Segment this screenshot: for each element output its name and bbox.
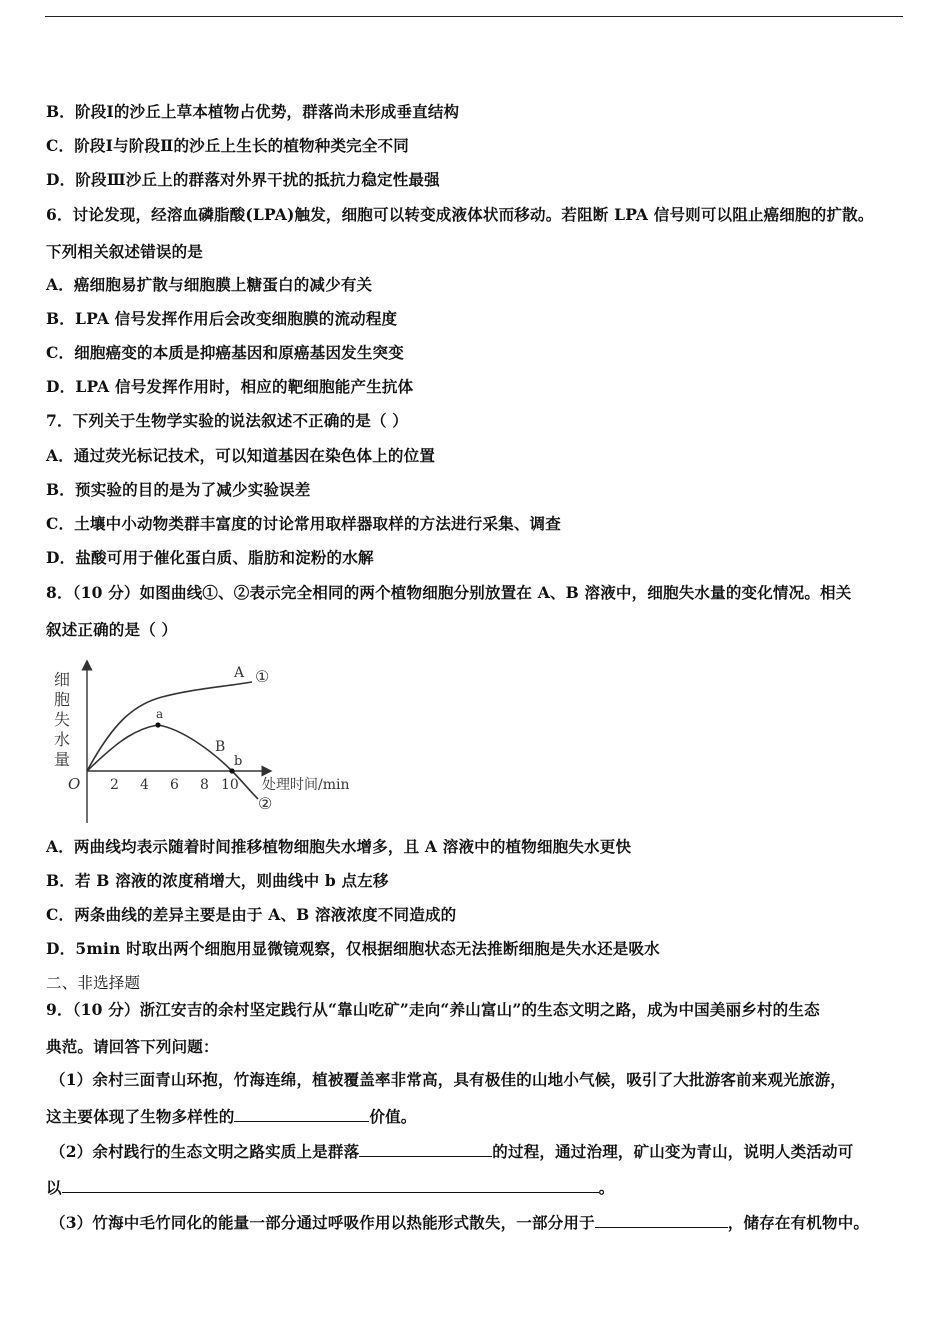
curve-1-label: A — [234, 665, 245, 681]
q7-option-d: D．盐酸可用于催化蛋白质、脂肪和淀粉的水解 — [46, 548, 374, 567]
q9-p3-text-before: （3）竹海中毛竹同化的能量一部分通过呼吸作用以热能形式散失，一部分用于 — [50, 1213, 595, 1232]
q8-stem-line1: 8．（10 分）如图曲线①、②表示完全相同的两个植物细胞分别放置在 A、B 溶液中，细胞失水量的变化情况。相关 — [46, 583, 852, 602]
x-tick-8: 8 — [200, 777, 209, 793]
q6-option-b: B．LPA 信号发挥作用后会改变细胞膜的流动程度 — [46, 309, 398, 328]
x-tick-10: 10 — [221, 777, 239, 793]
q9-p3-answer-blank[interactable] — [595, 1213, 728, 1228]
x-tick-2: 2 — [110, 777, 119, 793]
point-a-label: a — [156, 707, 164, 721]
q9-p3-text-after: ，储存在有机物中。 — [727, 1213, 870, 1232]
q9-p2-answer-blank-2[interactable] — [62, 1178, 599, 1193]
curve-2-id: ② — [258, 794, 273, 813]
y-label-4: 水 — [54, 730, 71, 749]
point-b-marker — [229, 768, 234, 773]
q9-p1-answer-blank[interactable] — [234, 1107, 369, 1122]
q9-p2-text-before: （2）余村践行的生态文明之路实质上是群落 — [50, 1142, 360, 1161]
q9-p3-line — [50, 1213, 869, 1233]
q8-option-a: A．两曲线均表示随着时间推移植物细胞失水增多，且 A 溶液中的植物细胞失水更快 — [46, 837, 632, 856]
q5-option-c: C．阶段Ⅰ与阶段Ⅱ的沙丘上生长的植物种类完全不同 — [46, 136, 409, 155]
header-rule — [45, 16, 903, 17]
point-a-marker — [155, 722, 160, 727]
x-tick-6: 6 — [170, 777, 179, 793]
q9-p1-line2 — [46, 1107, 417, 1127]
q6-option-c: C．细胞癌变的本质是抑癌基因和原癌基因发生突变 — [46, 343, 404, 362]
q6-stem-line2: 下列相关叙述错误的是 — [46, 242, 204, 261]
q6-option-a: A．癌细胞易扩散与细胞膜上糖蛋白的减少有关 — [46, 275, 373, 294]
q8-option-b: B．若 B 溶液的浓度稍增大，则曲线中 b 点左移 — [46, 871, 389, 890]
q9-p1-line1: （1）余村三面青山环抱，竹海连绵，植被覆盖率非常高，具有极佳的山地小气候，吸引了大批游客前来观光旅游， — [50, 1070, 846, 1089]
q9-p2-line1 — [50, 1142, 853, 1162]
x-tick-4: 4 — [140, 777, 149, 793]
y-label-2: 胞 — [54, 690, 71, 709]
q6-option-d: D．LPA 信号发挥作用时，相应的靶细胞能产生抗体 — [46, 377, 414, 396]
q9-stem-line2: 典范。请回答下列问题： — [46, 1037, 219, 1056]
x-axis-label: 处理时间/min — [262, 777, 350, 793]
point-b-label: b — [234, 754, 243, 769]
q9-p2-line2 — [46, 1178, 614, 1198]
q9-stem-line1: 9．（10 分）浙江安吉的余村坚定践行从“靠山吃矿”走向“养山富山”的生态文明之路，成为中国美丽乡村的生态 — [46, 1000, 820, 1019]
curve-1 — [87, 682, 252, 771]
q5-option-b: B．阶段Ⅰ的沙丘上草本植物占优势，群落尚未形成垂直结构 — [46, 102, 460, 121]
q9-p1-text-after: 价值。 — [369, 1107, 417, 1126]
y-label-5: 量 — [54, 750, 71, 769]
q8-stem-line2: 叙述正确的是（ ） — [46, 620, 178, 639]
q9-p2-answer-blank-1[interactable] — [359, 1142, 492, 1157]
origin-label: O — [68, 775, 81, 793]
y-label-1: 细 — [54, 670, 71, 689]
q9-p2-line2-after: 。 — [598, 1178, 615, 1197]
curve-2-label: B — [215, 739, 226, 755]
q7-stem: 7．下列关于生物学实验的说法叙述不正确的是（ ） — [46, 411, 408, 430]
q8-option-c: C．两条曲线的差异主要是由于 A、B 溶液浓度不同造成的 — [46, 905, 457, 924]
q9-p1-text-before: 这主要体现了生物多样性的 — [46, 1107, 235, 1126]
curve-1-id: ① — [255, 667, 270, 686]
section-heading: 二、非选择题 — [46, 974, 141, 992]
q7-option-a: A．通过荧光标记技术，可以知道基因在染色体上的位置 — [46, 446, 436, 465]
q9-p2-text-after: 的过程，通过治理，矿山变为青山，说明人类活动可 — [492, 1142, 854, 1161]
q7-option-c: C．土壤中小动物类群丰富度的讨论常用取样器取样的方法进行采集、调查 — [46, 514, 561, 533]
q9-p2-line2-before: 以 — [46, 1178, 62, 1197]
q6-stem-line1: 6．讨论发现，经溶血磷脂酸(LPA)触发，细胞可以转变成液体状而移动。若阻断 LPA 信号则可以阻止癌细胞的扩散。 — [46, 205, 874, 224]
q5-option-d: D．阶段Ⅲ沙丘上的群落对外界干扰的抵抗力稳定性最强 — [46, 170, 440, 189]
q8-option-d: D．5min 时取出两个细胞用显微镜观察，仅根据细胞状态无法推断细胞是失水还是吸水 — [46, 939, 660, 958]
q8-figure — [52, 655, 382, 825]
q7-option-b: B．预实验的目的是为了减少实验误差 — [46, 480, 311, 499]
y-label-3: 失 — [54, 710, 71, 729]
